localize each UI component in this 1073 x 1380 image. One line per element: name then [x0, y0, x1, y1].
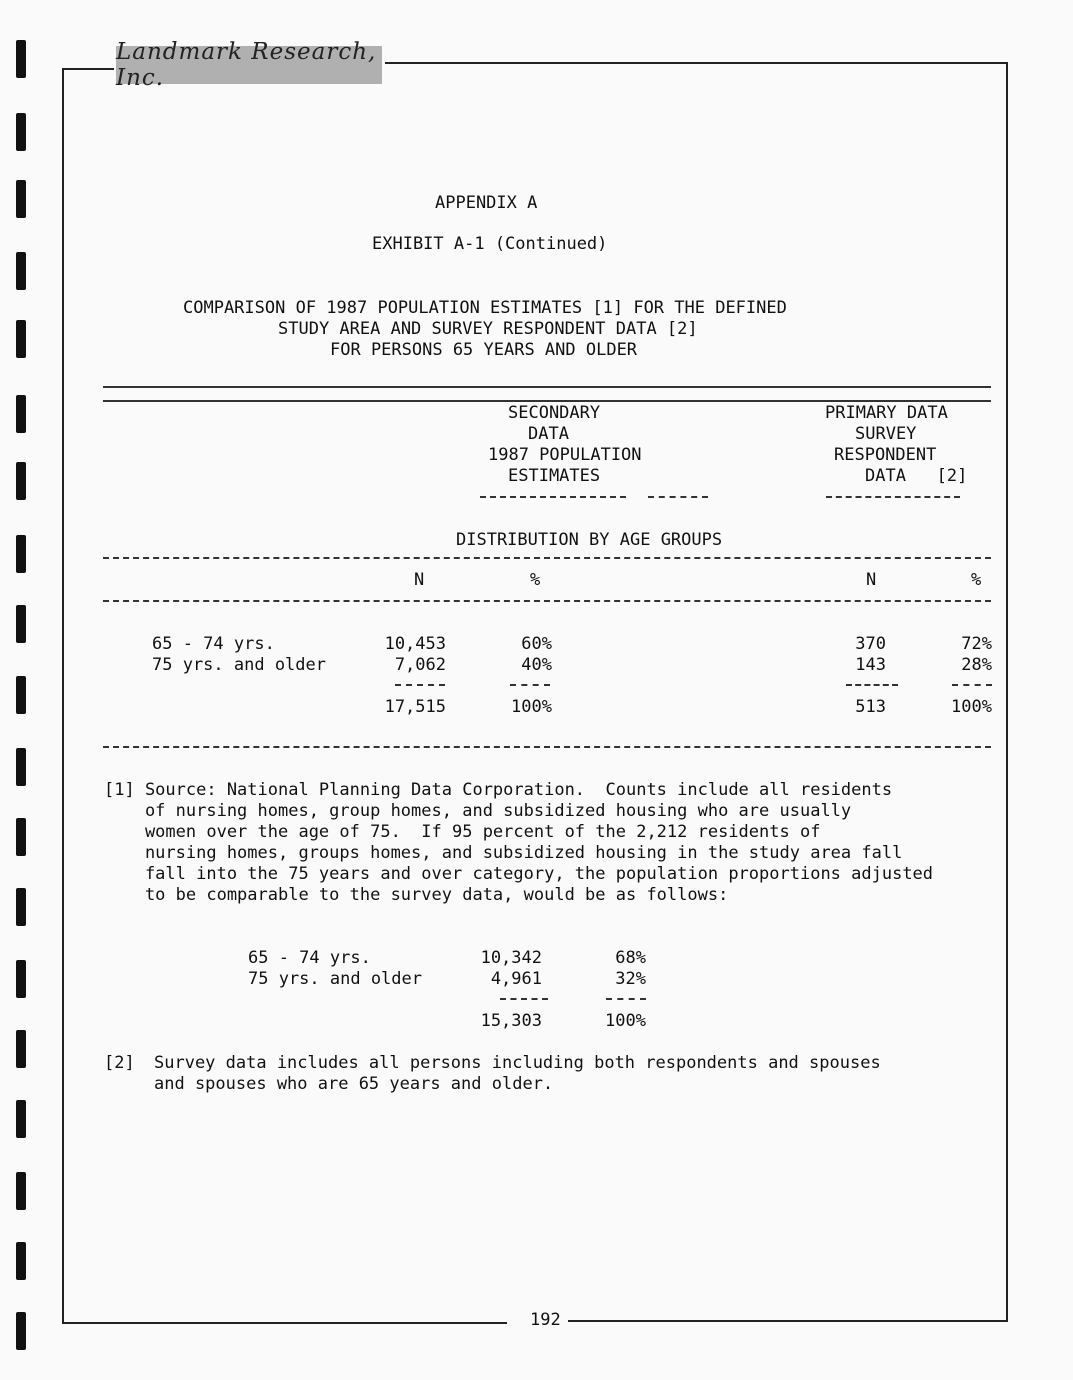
col-header-pct: % — [530, 570, 541, 590]
binder-mark — [16, 395, 26, 433]
binder-mark — [16, 252, 26, 290]
footnote1-line: to be comparable to the survey data, would be as follows: — [104, 885, 729, 905]
binder-mark — [16, 40, 26, 78]
adjusted-n-cell: 4,961 — [490, 969, 542, 989]
pri-pct-total: 100% — [951, 697, 992, 717]
adjusted-row-label: 65 - 74 yrs. — [248, 948, 371, 968]
footnote1-line: [1] Source: National Planning Data Corporation. Counts include all residents — [104, 780, 893, 800]
primary-header-line: DATA [2] — [865, 466, 968, 486]
binder-mark — [16, 462, 26, 500]
primary-header-line: PRIMARY DATA — [825, 403, 948, 423]
underline — [648, 496, 708, 498]
dashed-rule — [103, 600, 991, 602]
subtotal-rule — [395, 684, 445, 686]
footnote1-line: fall into the 75 years and over category, the population proportions adjusted — [104, 864, 934, 884]
subtotal-rule — [846, 684, 898, 686]
secondary-header-line: SECONDARY — [508, 403, 601, 423]
binder-mark — [16, 320, 26, 358]
binder-mark — [16, 1242, 26, 1280]
exhibit-title: EXHIBIT A-1 (Continued) — [372, 234, 608, 254]
adjusted-pct-cell: 32% — [615, 969, 646, 989]
primary-header-line: SURVEY — [855, 424, 917, 444]
binder-mark — [16, 1100, 26, 1138]
pri-pct-cell: 72% — [961, 634, 992, 654]
pri-n-cell: 143 — [855, 655, 886, 675]
frame-line — [62, 68, 64, 1322]
col-header-n: N — [866, 570, 877, 590]
footnote1-line: of nursing homes, group homes, and subsidized housing who are usually — [104, 801, 852, 821]
pri-n-total: 513 — [855, 697, 886, 717]
subtotal-rule — [952, 684, 992, 686]
pri-n-cell: 370 — [855, 634, 886, 654]
binder-mark — [16, 1312, 26, 1350]
adjusted-pct-total: 100% — [605, 1011, 646, 1031]
comparison-title-line1: COMPARISON OF 1987 POPULATION ESTIMATES [1] FOR THE DEFINED — [183, 298, 787, 318]
binder-mark — [16, 748, 26, 786]
distribution-label: DISTRIBUTION BY AGE GROUPS — [456, 530, 723, 550]
footnote2-line: Survey data includes all persons including both respondents and spouses — [154, 1053, 881, 1073]
frame-line — [62, 68, 114, 70]
sec-n-total: 17,515 — [384, 697, 446, 717]
sec-pct-cell: 40% — [521, 655, 552, 675]
footnote1-line: women over the age of 75. If 95 percent of the 2,212 residents of — [104, 822, 821, 842]
binder-mark — [16, 676, 26, 714]
col-header-n: N — [414, 570, 425, 590]
subtotal-rule — [606, 998, 646, 1000]
comparison-title-line3: FOR PERSONS 65 YEARS AND OLDER — [330, 340, 638, 360]
secondary-header-line: DATA — [528, 424, 569, 444]
primary-header-line: RESPONDENT — [834, 445, 937, 465]
row-label: 65 - 74 yrs. — [152, 634, 275, 654]
binder-mark — [16, 1030, 26, 1068]
col-header-pct: % — [971, 570, 982, 590]
binder-mark — [16, 113, 26, 151]
underline — [480, 496, 626, 498]
subtotal-rule — [510, 684, 550, 686]
binder-mark — [16, 818, 26, 856]
binder-mark — [16, 1172, 26, 1210]
company-logo: Landmark Research, Inc. — [116, 46, 382, 84]
dashed-rule — [103, 746, 991, 748]
adjusted-n-cell: 10,342 — [480, 948, 542, 968]
binder-mark — [16, 960, 26, 998]
binder-mark — [16, 888, 26, 926]
secondary-header-line: ESTIMATES — [508, 466, 601, 486]
adjusted-row-label: 75 yrs. and older — [248, 969, 422, 989]
sec-n-cell: 7,062 — [394, 655, 446, 675]
frame-line — [1006, 62, 1008, 1322]
frame-line — [62, 1322, 507, 1324]
adjusted-n-total: 15,303 — [480, 1011, 542, 1031]
binder-mark — [16, 535, 26, 573]
frame-line — [385, 62, 1007, 64]
footnote2-line: and spouses who are 65 years and older. — [154, 1074, 554, 1094]
row-label: 75 yrs. and older — [152, 655, 326, 675]
sec-pct-total: 100% — [511, 697, 552, 717]
secondary-header-line: 1987 POPULATION — [488, 445, 642, 465]
binder-mark — [16, 180, 26, 218]
underline — [826, 496, 960, 498]
footnote2-marker: [2] — [104, 1053, 135, 1073]
pri-pct-cell: 28% — [961, 655, 992, 675]
adjusted-pct-cell: 68% — [615, 948, 646, 968]
appendix-title: APPENDIX A — [435, 193, 538, 213]
sec-pct-cell: 60% — [521, 634, 552, 654]
footnote1-line: nursing homes, groups homes, and subsidized housing in the study area fall — [104, 843, 903, 863]
subtotal-rule — [500, 998, 548, 1000]
binder-mark — [16, 605, 26, 643]
dashed-rule — [103, 557, 991, 559]
sec-n-cell: 10,453 — [384, 634, 446, 654]
frame-line — [568, 1320, 1008, 1322]
comparison-title-line2: STUDY AREA AND SURVEY RESPONDENT DATA [2] — [278, 319, 698, 339]
double-rule — [103, 386, 991, 402]
page-number: 192 — [530, 1310, 561, 1330]
